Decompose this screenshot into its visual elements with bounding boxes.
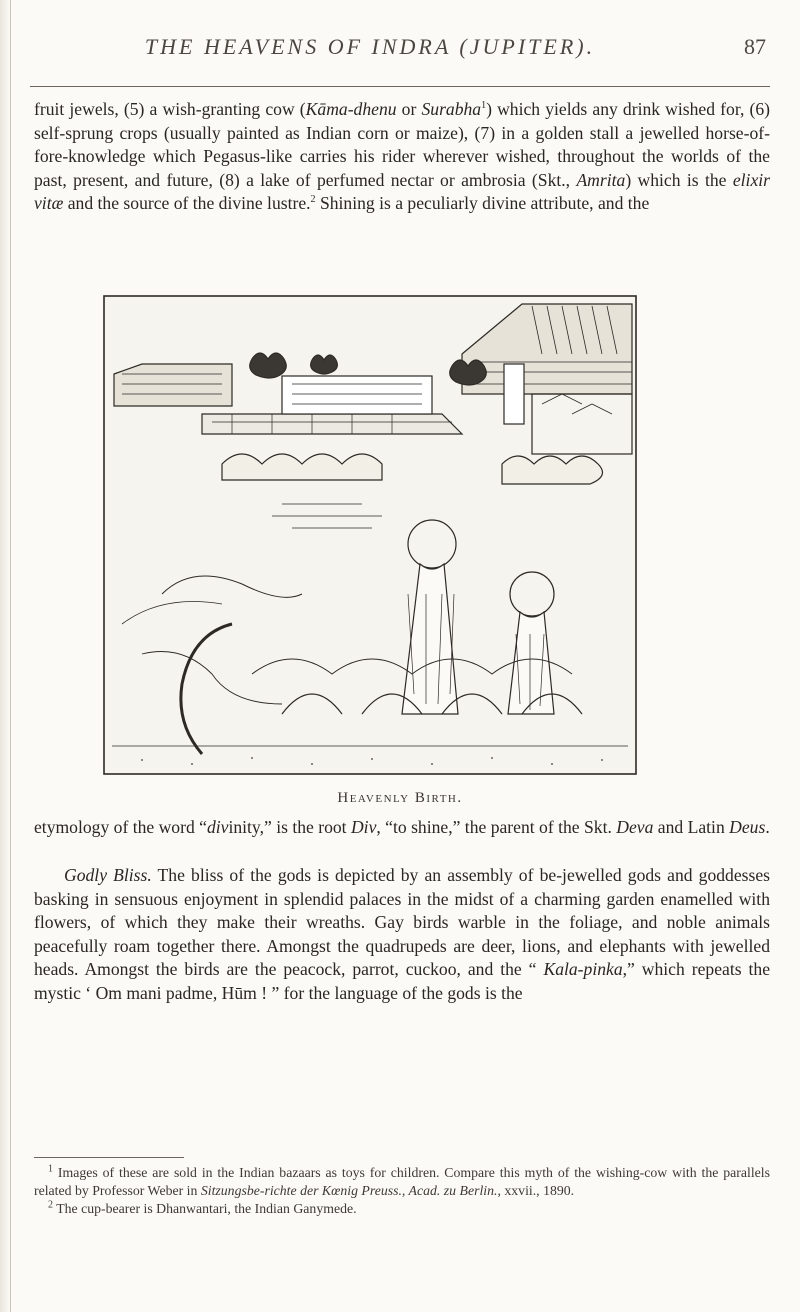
page-edge (0, 0, 11, 1312)
page-number: 87 (744, 34, 766, 59)
running-head (30, 34, 770, 74)
running-title: THE HEAVENS OF INDRA (JUPITER). (144, 34, 596, 59)
heavenly-birth-illustration (102, 294, 638, 776)
paragraph-text: fruit jewels, (5) a wish-granting cow (Kāma-dhenu or Surabha$^1$) which yields any drink wished for, (6) self-sprung crops (usually painted as Indian corn or maize), (7) in a golden stall a jewelled horse-of-fore-knowledge which Pegasus-like carries his rider wherever wished, throughout the worlds of the past, present, and future, (8) a lake of perfumed nectar or ambrosia (Skt., Amrita) which is the elixir vitæ and the source of the divine lustre.$^2$ Shining is a peculiarly divine attribute, and the (34, 99, 771, 214)
figure-caption: Heavenly Birth. (337, 790, 463, 806)
footnote-ref-2[interactable]: 2 (310, 194, 316, 206)
header-rule (30, 86, 770, 87)
footnote-rule (34, 1157, 184, 1158)
footnote-2: $^2$ The cup-bearer is Dhanwantari, the Indian Ganymede. (48, 1199, 357, 1216)
paragraph-text: Godly Bliss. The bliss of the gods is depicted by an assembly of be-jewelled gods and goddesses basking in sensuous enjoyment in splendid palaces in the midst of a charming garden enamelled with flowers, of which they make their wreaths. Gay birds warble in the foliage, and noble animals peacefully roam together there. Amongst the quadrupeds are deer, lions, and elephants with jewelled heads. Amongst the birds are the peacock, parrot, cuckoo, and the “ Kala-pinka,” which repeats the mystic ‘ Om mani padme, Hūm ! ” for the language of the gods is the (34, 865, 771, 1003)
section-heading-godly-bliss: Godly Bliss. (64, 865, 152, 885)
paragraph-godly-bliss (34, 864, 770, 1006)
illustration-drawing (102, 294, 638, 776)
paragraph-etymology (34, 816, 770, 840)
paragraph-text: etymology of the word “divinity,” is the root Div, “to shine,” the parent of the Skt. Deva and Latin Deus. (34, 817, 770, 837)
paragraph-cow-horse-nectar (34, 98, 770, 216)
footnote-1: $^1$ Images of these are sold in the Indian bazaars as toys for children. Compare this myth of the wishing-cow with the parallels related by Professor Weber in Sitzungsbe-richte der Kœnig Preuss., Acad. zu Berlin., xxvii., 1890. (34, 1163, 770, 1198)
footnotes (34, 1164, 770, 1218)
footnote-ref-1[interactable]: 1 (481, 100, 487, 112)
